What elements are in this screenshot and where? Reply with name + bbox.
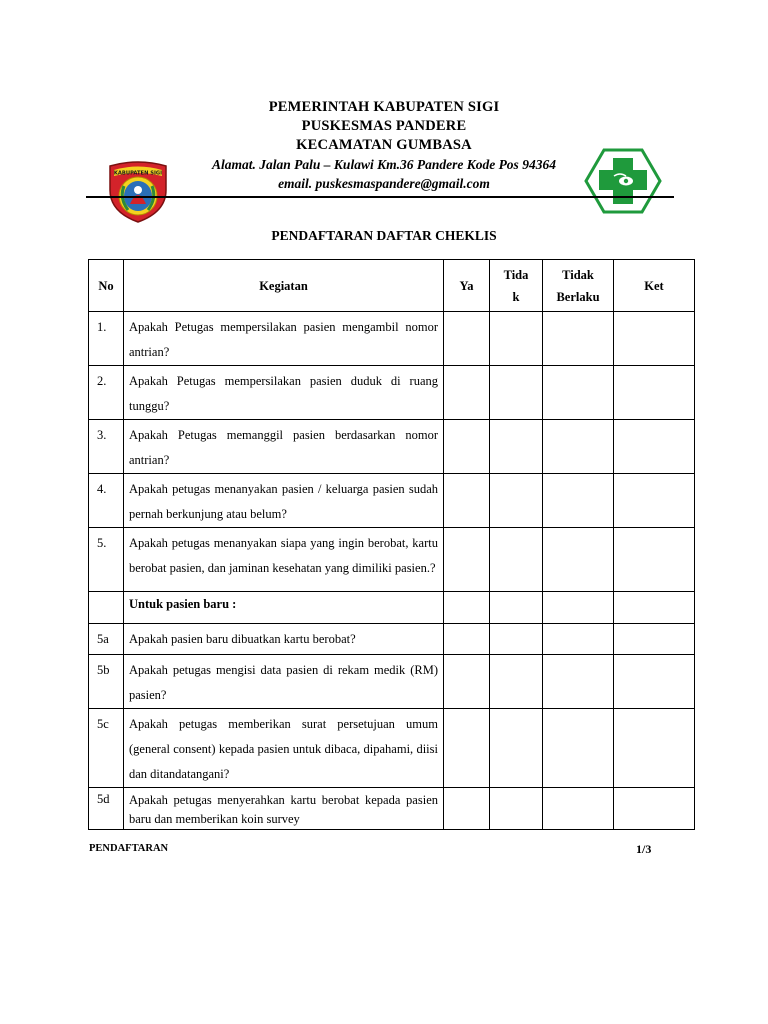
page-number: 1/3 [636,842,652,856]
ket-cell[interactable] [614,420,695,474]
header-tb-line2: Berlaku [556,289,600,304]
tidak-berlaku-cell[interactable] [543,528,614,592]
row-number: 5a [89,624,124,655]
tidak-cell[interactable] [490,420,543,474]
row-number: 3. [89,420,124,474]
row-number: 5c [89,709,124,788]
ket-cell[interactable] [614,709,695,788]
tidak-berlaku-cell[interactable] [543,474,614,528]
row-number: 5b [89,655,124,709]
ya-cell[interactable] [444,312,490,366]
row-activity: Apakah petugas menanyakan pasien / keluarga pasien sudah pernah berkunjung atau belum? [124,474,444,528]
row-activity: Apakah Petugas memanggil pasien berdasarkan nomor antrian? [124,420,444,474]
address-line: Alamat. Jalan Palu – Kulawi Km.36 Pandere Kode Pos 94364 [212,157,556,172]
row-activity: Apakah petugas menyerahkan kartu berobat kepada pasien baru dan memberikan koin survey [124,788,444,830]
district-name: KECAMATAN GUMBASA [296,137,472,153]
row-activity: Apakah pasien baru dibuatkan kartu berobat? [124,624,444,655]
checklist-table [88,259,695,830]
government-name: PEMERINTAH KABUPATEN SIGI [268,99,500,115]
ya-cell[interactable] [444,592,490,624]
tidak-berlaku-cell[interactable] [543,788,614,830]
table-row [89,528,695,592]
table-row [89,592,695,624]
table-header-row [89,260,695,312]
puskesmas-name: PUSKESMAS PANDERE [301,118,467,134]
tidak-berlaku-cell[interactable] [543,420,614,474]
ya-cell[interactable] [444,655,490,709]
header-ket: Ket [614,260,695,312]
ket-cell[interactable] [614,624,695,655]
row-activity: Apakah petugas mengisi data pasien di rekam medik (RM) pasien? [124,655,444,709]
tidak-cell[interactable] [490,655,543,709]
row-number: 4. [89,474,124,528]
table-row [89,788,695,830]
tidak-cell[interactable] [490,592,543,624]
tidak-cell[interactable] [490,312,543,366]
tidak-berlaku-cell[interactable] [543,592,614,624]
header-tb-line1: Tidak [562,267,594,282]
section-label: Untuk pasien baru : [124,592,444,624]
tidak-cell[interactable] [490,624,543,655]
ya-cell[interactable] [444,420,490,474]
tidak-cell[interactable] [490,474,543,528]
ket-cell[interactable] [614,312,695,366]
row-number [89,592,124,624]
ket-cell[interactable] [614,655,695,709]
row-activity: Apakah Petugas mempersilakan pasien duduk di ruang tunggu? [124,366,444,420]
letterhead [0,98,768,193]
tidak-cell[interactable] [490,366,543,420]
tidak-berlaku-cell[interactable] [543,709,614,788]
header-ya: Ya [444,260,490,312]
table-row [89,709,695,788]
ya-cell[interactable] [444,624,490,655]
email-line: email. puskesmaspandere@gmail.com [278,176,490,191]
tidak-cell[interactable] [490,709,543,788]
tidak-berlaku-cell[interactable] [543,655,614,709]
ket-cell[interactable] [614,592,695,624]
row-number: 2. [89,366,124,420]
footer-section-label: PENDAFTARAN [89,843,169,854]
tidak-berlaku-cell[interactable] [543,366,614,420]
tidak-berlaku-cell[interactable] [543,312,614,366]
row-number: 5d [89,788,124,830]
letterhead-divider [86,196,674,198]
table-row [89,420,695,474]
tidak-cell[interactable] [490,528,543,592]
ket-cell[interactable] [614,474,695,528]
header-tidak [490,260,543,312]
tidak-berlaku-cell[interactable] [543,624,614,655]
header-tidak-line1: Tida [503,267,529,282]
document-title: PENDAFTARAN DAFTAR CHEKLIS [271,228,497,243]
ya-cell[interactable] [444,366,490,420]
ya-cell[interactable] [444,709,490,788]
header-tidak-line2: k [512,289,520,304]
header-no: No [89,260,124,312]
row-number: 5. [89,528,124,592]
table-row [89,624,695,655]
ya-cell[interactable] [444,788,490,830]
table-row [89,366,695,420]
seal-lettering: KABUPATEN SIGI [113,170,163,177]
header-tidak-berlaku [543,260,614,312]
table-row [89,312,695,366]
table-row [89,655,695,709]
row-activity: Apakah petugas memberikan surat persetujuan umum (general consent) kepada pasien untuk dibaca, dipahami, diisi dan ditandatangani? [124,709,444,788]
ya-cell[interactable] [444,474,490,528]
ket-cell[interactable] [614,366,695,420]
ket-cell[interactable] [614,528,695,592]
row-number: 1. [89,312,124,366]
tidak-cell[interactable] [490,788,543,830]
table-row [89,474,695,528]
ket-cell[interactable] [614,788,695,830]
row-activity: Apakah petugas menanyakan siapa yang ingin berobat, kartu berobat pasien, dan jaminan kesehatan yang dimiliki pasien.? [124,528,444,592]
header-kegiatan: Kegiatan [124,260,444,312]
row-activity: Apakah Petugas mempersilakan pasien mengambil nomor antrian? [124,312,444,366]
ya-cell[interactable] [444,528,490,592]
